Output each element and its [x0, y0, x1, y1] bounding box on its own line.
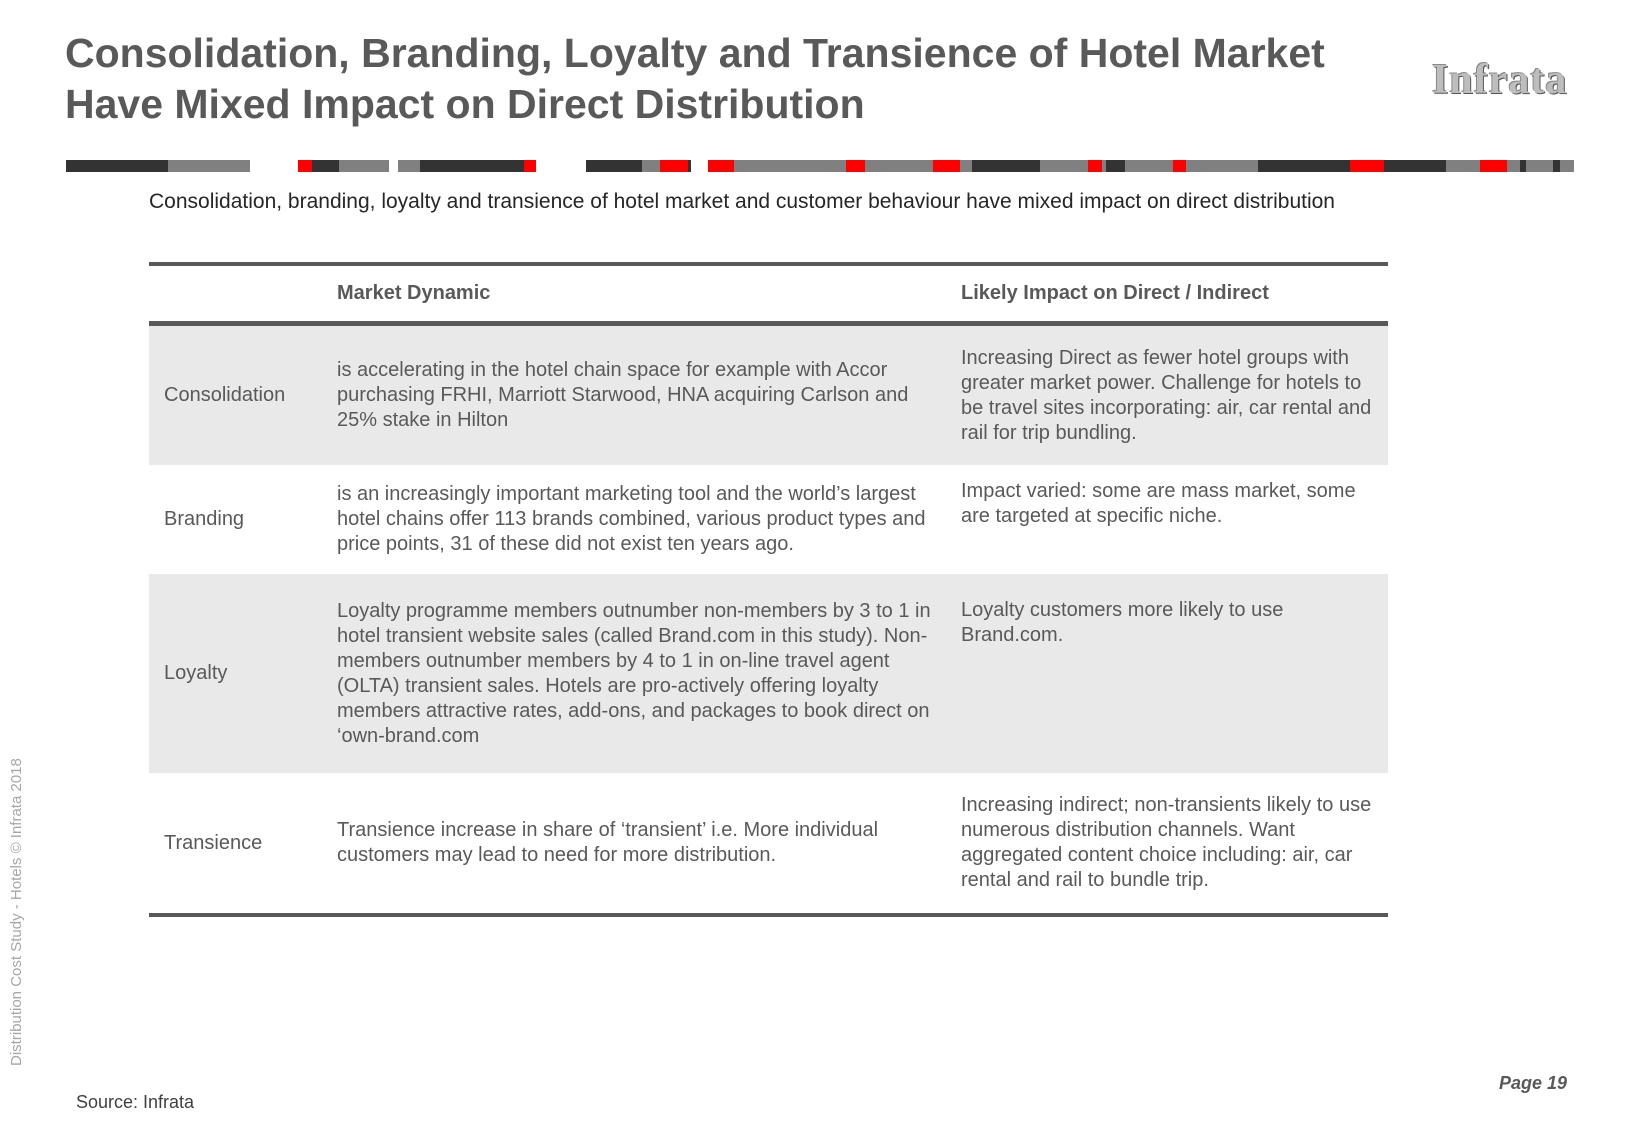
stripe-segment [642, 160, 660, 172]
stripe-segment [1186, 160, 1258, 172]
market-dynamics-table [149, 262, 1388, 917]
stripe-segment [1480, 160, 1507, 172]
stripe-segment [420, 160, 524, 172]
stripe-segment [1553, 160, 1560, 172]
impact-cell: Loyalty customers more likely to use Brand.com. [961, 599, 1284, 646]
stripe-segment [1384, 160, 1446, 172]
intro-text: Consolidation, branding, loyalty and transience of hotel market and customer behaviour have mixed impact on direct distribution [149, 190, 1335, 213]
row-label: Transience [164, 831, 263, 854]
impact-cell: Increasing Direct as fewer hotel groups with greater market power. Challenge for hotels to be travel sites incorporating: air, car rental and rail for trip bundling. [961, 346, 1372, 444]
stripe-segment [1560, 160, 1574, 172]
stripe-segment [846, 160, 865, 172]
row-label: Consolidation [164, 384, 286, 406]
stripe-segment [865, 160, 933, 172]
stripe-segment [1350, 160, 1384, 172]
decorative-stripe [66, 160, 1574, 172]
stripe-segment [1106, 160, 1125, 172]
stripe-segment [339, 160, 389, 172]
table-row-loyalty [149, 574, 1388, 773]
sidebar-copyright: Distribution Cost Study - Hotels © Infrata 2018 [8, 758, 25, 1066]
stripe-segment [524, 160, 536, 172]
stripe-segment [1173, 160, 1186, 172]
stripe-segment [312, 160, 339, 172]
stripe-segment [1258, 160, 1350, 172]
stripe-segment [1040, 160, 1088, 172]
infrata-logo: Infrata [1432, 57, 1568, 103]
stripe-segment [168, 160, 250, 172]
stripe-segment [688, 160, 691, 172]
market-dynamic-cell: Loyalty programme members outnumber non-members by 3 to 1 in hotel transient website sales (called Brand.com in this study). Non-members outnumber members by 4 to 1 in on-line travel agent (OLTA) transient sales. Hotels are pro-actively offering loyalty members attractive rates, add-ons, and packages to book direct on ‘own-brand.com [337, 599, 931, 747]
market-dynamic-cell: is accelerating in the hotel chain space for example with Accor purchasing FRHI, Marriott Starwood, HNA acquiring Carlson and 25% stake in Hilton [337, 359, 909, 431]
header-likely-impact: Likely Impact on Direct / Indirect [961, 282, 1269, 304]
stripe-segment [972, 160, 1040, 172]
stripe-segment [960, 160, 972, 172]
row-label: Loyalty [164, 662, 228, 684]
stripe-segment [734, 160, 742, 172]
market-dynamic-cell: is an increasingly important marketing tool and the world’s largest hotel chains offer 113 brands combined, various product types and price points, 31 of these did not exist ten years ago. [337, 483, 926, 555]
stripe-segment [742, 160, 846, 172]
stripe-segment [660, 160, 688, 172]
stripe-segment [1526, 160, 1553, 172]
page-number: Page 19 [1498, 1073, 1567, 1093]
impact-cell: Impact varied: some are mass market, some are targeted at specific niche. [961, 480, 1356, 527]
stripe-segment [298, 160, 312, 172]
market-dynamic-cell: Transience increase in share of ‘transient’ i.e. More individual customers may lead to need for more distribution. [337, 819, 879, 866]
table-row-branding [149, 465, 1388, 574]
stripe-segment [708, 160, 734, 172]
stripe-segment [1088, 160, 1102, 172]
stripe-segment [933, 160, 960, 172]
stripe-segment [1446, 160, 1480, 172]
stripe-segment [1125, 160, 1173, 172]
header-market-dynamic: Market Dynamic [337, 282, 491, 304]
row-label: Branding [164, 508, 245, 530]
impact-cell: Increasing indirect; non-transients likely to use numerous distribution channels. Want aggregated content choice including: air, car rental and rail to bundle trip. [961, 794, 1372, 891]
stripe-segment [398, 160, 420, 172]
table-header-row [149, 266, 1388, 326]
stripe-segment [1507, 160, 1520, 172]
stripe-segment [66, 160, 168, 172]
table-row-consolidation [149, 326, 1388, 465]
table-row-transience [149, 773, 1388, 913]
stripe-segment [586, 160, 642, 172]
page-title: Consolidation, Branding, Loyalty and Transience of Hotel Market Have Mixed Impact on Direct Distribution [65, 30, 1325, 127]
source-note: Source: Infrata [76, 1092, 195, 1112]
